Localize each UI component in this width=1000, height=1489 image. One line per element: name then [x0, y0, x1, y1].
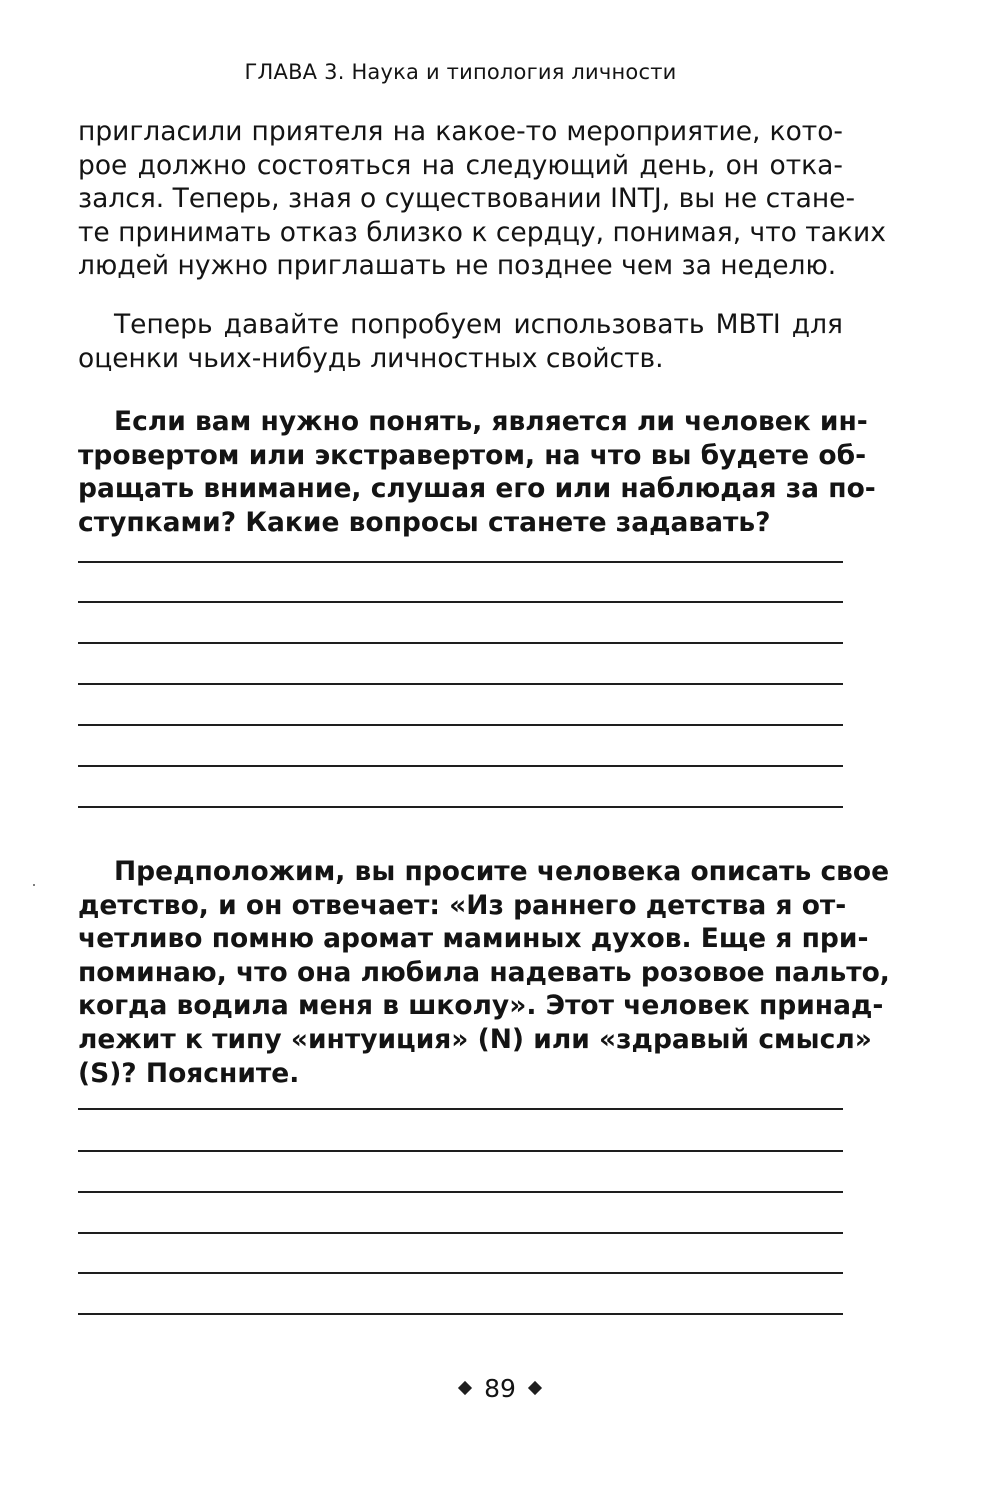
text-line: пригласили приятеля на какое-то мероприятие, кото-: [78, 116, 843, 147]
text-line: поминаю, что она любила надевать розовое пальто,: [78, 956, 890, 988]
diamond-ornament-icon: [458, 1381, 472, 1395]
answer-line[interactable]: [78, 561, 843, 563]
text-line: (S)? Поясните.: [78, 1057, 300, 1089]
text-line: зался. Теперь, зная о существовании INTJ, вы не стане-: [78, 183, 856, 215]
answer-line[interactable]: [78, 1108, 843, 1110]
answer-line[interactable]: [78, 683, 843, 685]
print-speck: [33, 884, 35, 886]
answer-line[interactable]: [78, 642, 843, 644]
text-line: Если вам нужно понять, является ли человек ин-: [114, 406, 868, 437]
text-line: когда водила меня в школу». Этот человек принад-: [78, 990, 884, 1022]
text-line: оценки чьих-нибудь личностных свойств.: [78, 342, 664, 374]
text-line: лежит к типу «интуиция» (N) или «здравый смысл»: [78, 1023, 872, 1055]
question-introvert-extravert: [78, 405, 876, 539]
text-line: те принимать отказ близко к сердцу, понимая, что таких: [78, 216, 886, 248]
answer-line[interactable]: [78, 1150, 843, 1152]
page-footer: [0, 1374, 1000, 1404]
answer-line[interactable]: [78, 1232, 843, 1234]
answer-line[interactable]: [78, 724, 843, 726]
text-line: ступками? Какие вопросы станете задавать?: [78, 506, 771, 538]
paragraph-mbti: [78, 308, 843, 375]
page-number: 89: [484, 1374, 516, 1403]
question-intuition-sensing: [78, 855, 890, 1090]
answer-line[interactable]: [78, 765, 843, 767]
text-line: ращать внимание, слушая его или наблюдая за по-: [78, 473, 876, 505]
answer-line[interactable]: [78, 1191, 843, 1193]
text-line: тровертом или экстравертом, на что вы будете об-: [78, 439, 867, 471]
answer-line[interactable]: [78, 806, 843, 808]
text-line: Теперь давайте попробуем использовать MBTI для: [114, 309, 843, 340]
answer-line[interactable]: [78, 601, 843, 603]
diamond-ornament-icon: [528, 1381, 542, 1395]
running-header: ГЛАВА 3. Наука и типология личности: [244, 60, 677, 84]
answer-line[interactable]: [78, 1272, 843, 1274]
paragraph-intj: [78, 115, 886, 283]
text-line: рое должно состояться на следующий день, он отка-: [78, 149, 843, 181]
text-line: четливо помню аромат маминых духов. Еще я при-: [78, 923, 869, 955]
text-line: детство, и он отвечает: «Из раннего детства я от-: [78, 889, 847, 921]
text-line: людей нужно приглашать не позднее чем за неделю.: [78, 250, 837, 282]
text-line: Предположим, вы просите человека описать свое: [114, 856, 890, 887]
answer-line[interactable]: [78, 1313, 843, 1315]
